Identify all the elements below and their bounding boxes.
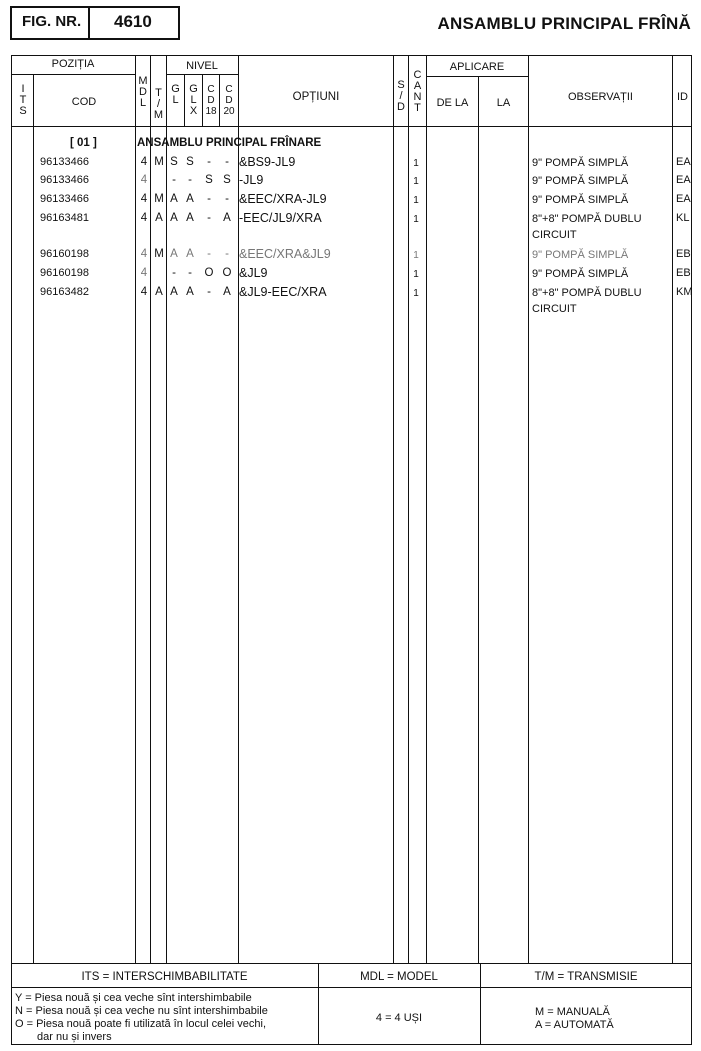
legend-its-o: O = Piesa nouă poate fi utilizată în locul celei vechi, <box>15 1018 267 1030</box>
cell-mdl: 4 <box>140 193 148 205</box>
cell-id: EA <box>676 174 691 186</box>
cell-optiuni: -EEC/JL9/XRA <box>239 211 322 225</box>
page-title: ANSAMBLU PRINCIPAL FRÎNĂ <box>437 14 691 33</box>
legend-mdl-title: MDL = MODEL <box>360 971 438 983</box>
legend-tm-title: T/M = TRANSMISIE <box>534 971 638 983</box>
header-aplicare: APLICARE <box>449 61 505 73</box>
cell-optiuni: -JL9 <box>239 173 264 187</box>
cell-gl: A <box>170 212 178 224</box>
cell-cant: 1 <box>413 214 419 225</box>
col-line-tm <box>166 56 167 963</box>
cell-cod: 96163482 <box>40 286 89 298</box>
cell-gl: - <box>172 174 176 186</box>
cell-glx: S <box>186 156 194 168</box>
header-its: I T S <box>19 83 27 117</box>
cell-tm: A <box>155 286 163 298</box>
header-nivel: NIVEL <box>186 60 218 72</box>
cell-cd18: - <box>207 248 211 260</box>
header-optiuni: OPȚIUNI <box>292 91 340 103</box>
cell-gl: A <box>170 248 178 260</box>
figure-box-divider <box>88 6 90 40</box>
cell-mdl: 4 <box>140 174 148 186</box>
cell-cd18: S <box>205 174 213 186</box>
cell-tm: A <box>155 212 163 224</box>
cell-id: EB <box>676 248 691 260</box>
legend-tm-a: A = AUTOMATĂ <box>535 1019 614 1031</box>
cell-mdl: 4 <box>140 286 148 298</box>
col-line-sd <box>408 56 409 963</box>
legend-mdl-4: 4 = 4 UȘI <box>375 1012 423 1024</box>
cell-observatii: 8"+8" POMPĂ DUBLU CIRCUIT <box>532 287 642 315</box>
header-cod: COD <box>71 96 97 108</box>
cell-cant: 1 <box>413 269 419 280</box>
legend-its-o-cont: dar nu și invers <box>37 1031 112 1043</box>
cell-cod: 96133466 <box>40 193 89 205</box>
header-cd20: C D 20 <box>223 84 235 117</box>
cell-cd18: - <box>207 193 211 205</box>
cell-glx: A <box>186 286 194 298</box>
header-bottom-line <box>11 126 692 127</box>
cell-cant: 1 <box>413 158 419 169</box>
col-line-its <box>33 74 34 963</box>
cell-gl: A <box>170 286 178 298</box>
legend-its-y: Y = Piesa nouă și cea veche sînt intershimbabile <box>15 992 252 1004</box>
cell-observatii: 9" POMPĂ SIMPLĂ <box>532 249 629 261</box>
cell-cod: 96163481 <box>40 212 89 224</box>
cell-id: EB <box>676 267 691 279</box>
cell-gl: S <box>170 156 178 168</box>
cell-optiuni: &EEC/XRA-JL9 <box>239 192 327 206</box>
header-observatii: OBSERVAȚII <box>567 91 633 103</box>
header-cd18: C D 18 <box>205 84 217 117</box>
header-id: ID <box>677 91 688 103</box>
legend-its-n: N = Piesa nouă și cea veche nu sînt intershimbabile <box>15 1005 268 1017</box>
aplicare-underline <box>426 76 528 77</box>
cell-id: EA <box>676 156 691 168</box>
cell-id: KM <box>676 286 693 298</box>
header-sd: S / D <box>397 79 405 113</box>
legend-tm-m: M = MANUALĂ <box>535 1006 610 1018</box>
cell-glx: A <box>186 248 194 260</box>
cell-cd20: S <box>223 174 231 186</box>
cell-gl: A <box>170 193 178 205</box>
header-la: LA <box>496 97 511 109</box>
cell-id: EA <box>676 193 691 205</box>
cell-optiuni: &EEC/XRA&JL9 <box>239 247 331 261</box>
cell-cant: 1 <box>413 288 419 299</box>
cell-cod: 96133466 <box>40 174 89 186</box>
cell-cd20: O <box>222 267 232 279</box>
header-pozitia: POZIȚIA <box>51 58 95 70</box>
cell-optiuni: &JL9 <box>239 266 268 280</box>
col-line-cod <box>135 56 136 963</box>
cell-cd18: - <box>207 212 211 224</box>
cell-mdl: 4 <box>140 156 148 168</box>
cell-tm: M <box>154 193 164 205</box>
pozitia-underline <box>11 74 135 75</box>
cell-cd20: - <box>225 156 229 168</box>
group-name: ANSAMBLU PRINCIPAL FRÎNARE <box>137 137 322 149</box>
header-cant: C A N T <box>413 69 422 114</box>
cell-cd18: - <box>207 286 211 298</box>
cell-mdl: 4 <box>140 212 148 224</box>
col-line-cant <box>426 56 427 963</box>
cell-observatii: 9" POMPĂ SIMPLĂ <box>532 268 629 280</box>
cell-observatii: 9" POMPĂ SIMPLĂ <box>532 157 629 169</box>
cell-id: KL <box>676 212 690 224</box>
figure-number: 4610 <box>114 12 152 31</box>
cell-cod: 96133466 <box>40 156 89 168</box>
figure-label: FIG. NR. <box>22 13 82 30</box>
header-mdl: M D L <box>138 75 148 109</box>
legend-top-line <box>11 963 692 964</box>
cell-cd20: - <box>225 193 229 205</box>
cell-observatii: 9" POMPĂ SIMPLĂ <box>532 194 629 206</box>
cell-glx: - <box>188 267 192 279</box>
cell-cd18: O <box>204 267 214 279</box>
cell-cd20: A <box>223 212 231 224</box>
header-glx: G L X <box>189 83 198 117</box>
cell-cd18: - <box>207 156 211 168</box>
cell-cant: 1 <box>413 176 419 187</box>
cell-observatii: 9" POMPĂ SIMPLĂ <box>532 175 629 187</box>
col-line-optiuni <box>393 56 394 963</box>
cell-cod: 96160198 <box>40 267 89 279</box>
legend-its-title: ITS = INTERSCHIMBABILITATE <box>81 971 248 983</box>
cell-optiuni: &BS9-JL9 <box>239 155 296 169</box>
cell-tm: M <box>154 156 164 168</box>
cell-cd20: - <box>225 248 229 260</box>
cell-glx: A <box>186 193 194 205</box>
cell-cd20: A <box>223 286 231 298</box>
cell-glx: - <box>188 174 192 186</box>
legend-title-line <box>11 987 692 988</box>
col-line-dela <box>478 76 479 963</box>
cell-gl: - <box>172 267 176 279</box>
cell-optiuni: &JL9-EEC/XRA <box>239 285 327 299</box>
cell-observatii: 8"+8" POMPĂ DUBLU CIRCUIT <box>532 213 642 241</box>
col-line-mdl <box>150 56 151 963</box>
cell-tm: M <box>154 248 164 260</box>
header-de-la: DE LA <box>436 97 469 109</box>
cell-mdl: 4 <box>140 248 148 260</box>
cell-cant: 1 <box>413 250 419 261</box>
group-code: [ 01 ] <box>70 137 97 149</box>
cell-mdl: 4 <box>140 267 148 279</box>
header-tm: T / M <box>153 87 164 121</box>
col-line-la <box>528 56 529 963</box>
cell-glx: A <box>186 212 194 224</box>
header-gl: G L <box>171 83 180 106</box>
cell-cod: 96160198 <box>40 248 89 260</box>
cell-cant: 1 <box>413 195 419 206</box>
col-line-observatii <box>672 56 673 963</box>
